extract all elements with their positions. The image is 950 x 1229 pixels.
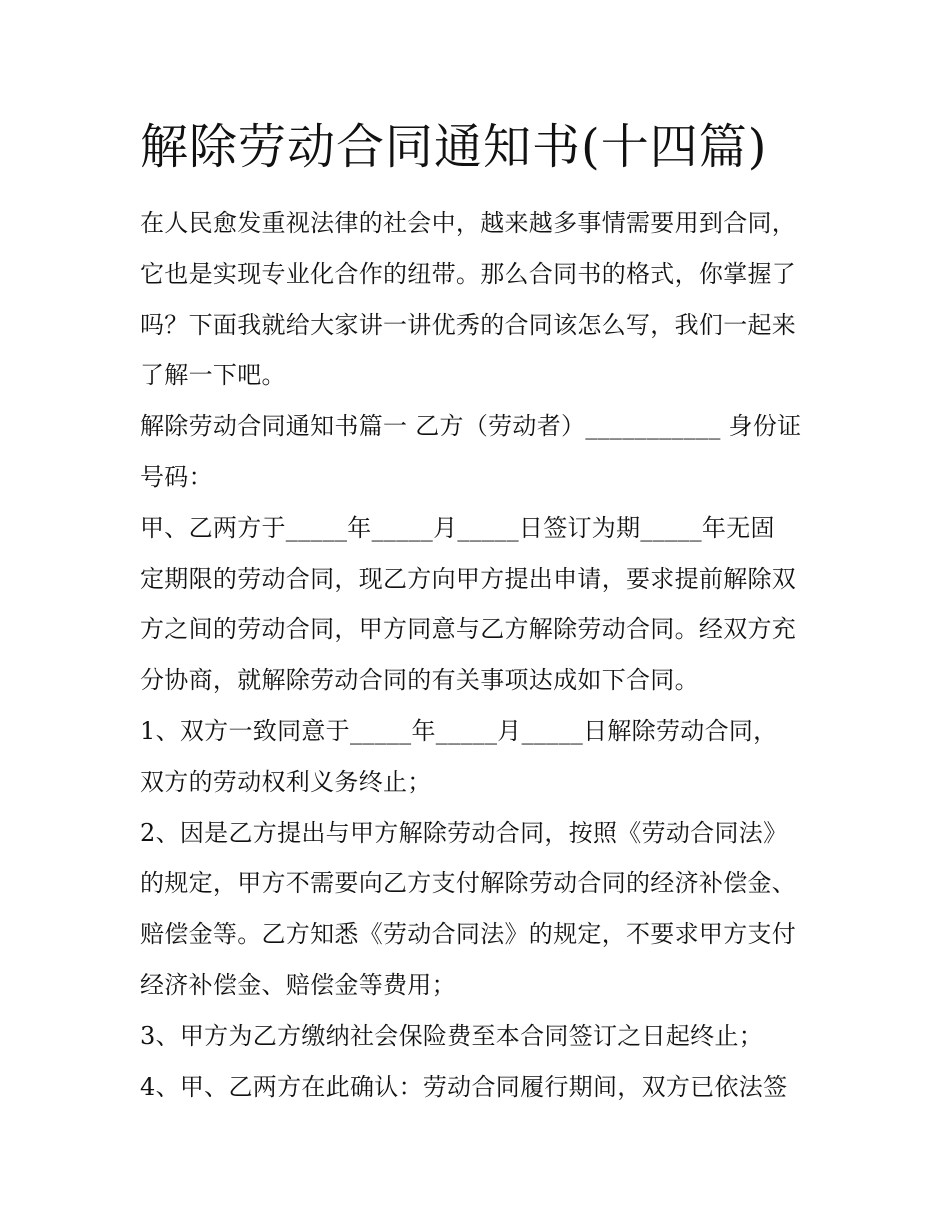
text-line: 吗？下面我就给大家讲一讲优秀的合同该怎么写，我们一起来 [140, 310, 797, 339]
document-body [140, 198, 812, 1112]
text-line: 赔偿金等。乙方知悉《劳动合同法》的规定，不要求甲方支付 [140, 920, 797, 949]
text-line: 在人民愈发重视法律的社会中，越来越多事情需要用到合同， [140, 209, 797, 237]
document-title: 解除劳动合同通知书(十四篇) [140, 119, 768, 175]
text-line: 号码： [140, 462, 213, 491]
text-line: 的规定，甲方不需要向乙方支付解除劳动合同的经济补偿金、 [140, 869, 797, 898]
text-line: 经济补偿金、赔偿金等费用； [140, 970, 456, 999]
text-line: 方之间的劳动合同，甲方同意与乙方解除劳动合同。经双方充 [140, 615, 797, 644]
text-line: 双方的劳动权利义务终止； [140, 767, 432, 796]
text-line: 了解一下吧。 [140, 361, 286, 390]
text-line: 4、甲、乙两方在此确认：劳动合同履行期间，双方已依法签 [140, 1072, 788, 1101]
text-line: 解除劳动合同通知书篇一 乙方（劳动者）___________ 身份证 [140, 412, 802, 441]
text-line: 1、双方一致同意于_____年_____月_____日解除劳动合同， [140, 716, 778, 745]
text-line: 它也是实现专业化合作的纽带。那么合同书的格式，你掌握了 [140, 259, 797, 288]
text-line: 分协商，就解除劳动合同的有关事项达成如下合同。 [140, 666, 699, 695]
text-line: 3、甲方为乙方缴纳社会保险费至本合同签订之日起终止； [140, 1021, 764, 1050]
text-line: 2、因是乙方提出与甲方解除劳动合同，按照《劳动合同法》 [140, 818, 788, 847]
text-line: 甲、乙两方于_____年_____月_____日签订为期_____年无固 [140, 513, 775, 542]
text-line: 定期限的劳动合同，现乙方向甲方提出申请，要求提前解除双 [140, 564, 797, 593]
